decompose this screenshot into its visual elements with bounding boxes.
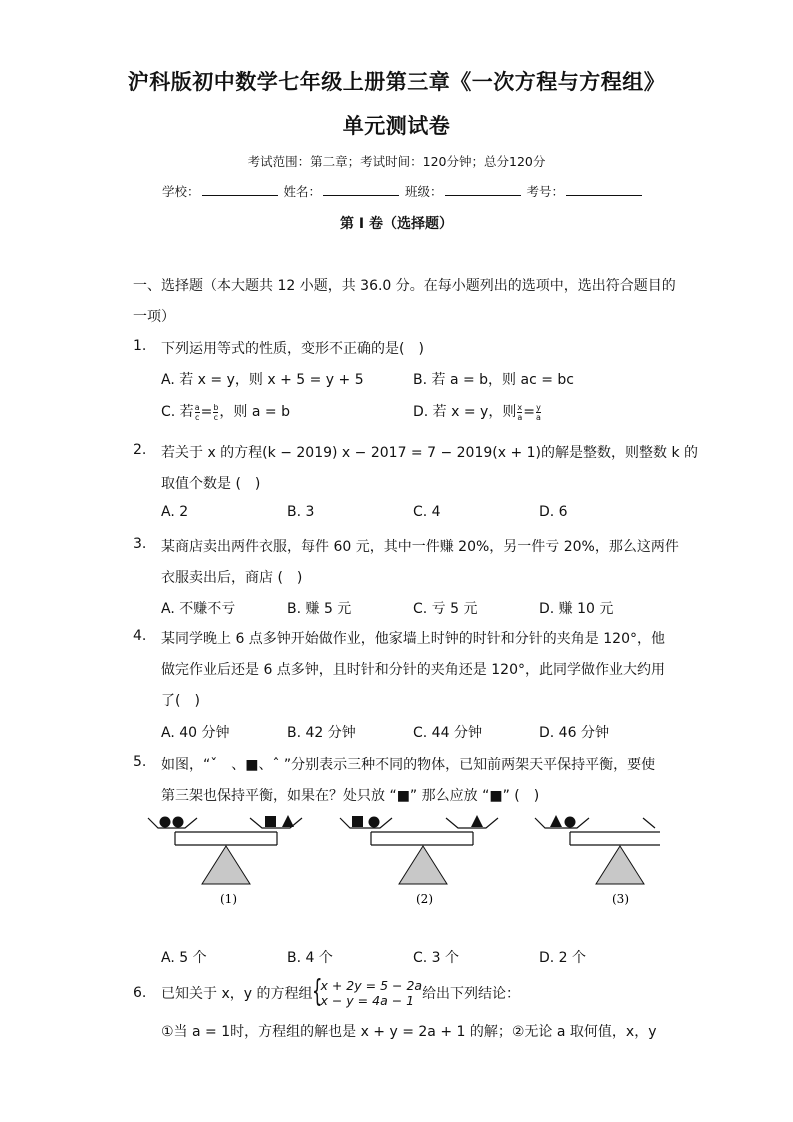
option-d[interactable]: D. 46 分钟 xyxy=(539,725,609,741)
question-stem-cont: 第三架也保持平衡，如果在？处只放 “■” 那么应放 “■” ( ) xyxy=(161,788,540,804)
question-stem-cont: ①当 a = 1时，方程组的解也是 x + y = 2a + 1 的解；②无论 a 取何值，x，y xyxy=(161,1024,657,1040)
option-c[interactable]: C. 3 个 xyxy=(413,950,460,966)
figure-label: (2) xyxy=(416,892,433,906)
balance-3 xyxy=(535,815,660,906)
option-d[interactable] xyxy=(413,401,542,422)
fulcrum-triangle xyxy=(202,846,250,884)
option-b[interactable]: B. 4 个 xyxy=(287,950,333,966)
option-b[interactable]: B. 42 分钟 xyxy=(287,725,356,741)
page-title: 沪科版初中数学七年级上册第三章《一次方程与方程组》 xyxy=(127,69,666,94)
part-heading-cont: 一项） xyxy=(133,309,175,325)
option-a[interactable]: A. 若 x = y，则 x + 5 = y + 5 xyxy=(161,372,364,388)
option-a[interactable]: A. 5 个 xyxy=(161,950,207,966)
question-number: 5. xyxy=(133,754,147,770)
question-number: 2. xyxy=(133,442,147,458)
triangle-object xyxy=(471,815,483,827)
question-number: 6. xyxy=(133,985,147,1001)
question-stem: 下列运用等式的性质，变形不正确的是( ) xyxy=(161,341,424,357)
fraction-den: c xyxy=(213,412,219,422)
name-label: 姓名： xyxy=(283,184,322,199)
fraction-den: a xyxy=(535,412,541,422)
school-blank[interactable] xyxy=(202,183,278,196)
page-subtitle: 单元测试卷 xyxy=(342,113,451,138)
equation-system xyxy=(312,974,423,1009)
class-blank[interactable] xyxy=(445,183,521,196)
exam-no-label: 考号： xyxy=(526,184,565,199)
circle-object xyxy=(160,817,171,828)
question-stem: 某商店卖出两件衣服，每件 60 元，其中一件赚 20%，另一件亏 20%，那么这两件 xyxy=(161,539,679,555)
square-object xyxy=(352,816,363,827)
question-stem-prefix: 已知关于 x，y 的方程组 xyxy=(161,986,313,1002)
option-d[interactable]: D. 2 个 xyxy=(539,950,587,966)
balance-figure xyxy=(140,810,660,910)
pan-left xyxy=(340,818,392,828)
option-b[interactable]: B. 3 xyxy=(287,504,315,520)
question-stem: 若关于 x 的方程(k − 2019) x − 2017 = 7 − 2019(x + 1)的解是整数，则整数 k 的 xyxy=(161,445,699,461)
exam-info: 考试范围：第二章；考试时间：120分钟；总分120分 xyxy=(247,154,546,169)
left-brace-icon: { xyxy=(312,974,323,1009)
option-c[interactable]: C. 亏 5 元 xyxy=(413,601,478,617)
question-stem-cont: 了( ) xyxy=(161,693,200,709)
balance-1 xyxy=(148,815,302,906)
fraction xyxy=(213,403,218,422)
question-number: 3. xyxy=(133,536,147,552)
option-c[interactable]: C. 4 xyxy=(413,504,441,520)
fulcrum-triangle xyxy=(596,846,644,884)
option-b[interactable]: B. 赚 5 元 xyxy=(287,601,352,617)
fraction xyxy=(517,403,522,422)
question-stem-cont: 做完作业后还是 6 点多钟，且时针和分针的夹角还是 120°，此同学做作业大约用 xyxy=(161,662,665,678)
balance-2 xyxy=(340,815,498,906)
fraction-den: c xyxy=(194,412,200,422)
fraction-num: y xyxy=(536,402,541,412)
class-label: 班级： xyxy=(405,184,443,199)
option-a[interactable]: A. 40 分钟 xyxy=(161,725,230,741)
option-c-prefix: C. 若 xyxy=(161,404,194,420)
system-line: x − y = 4a − 1 xyxy=(320,993,415,1008)
system-line: x + 2y = 5 − 2a xyxy=(320,978,423,993)
fraction-num: a xyxy=(194,402,200,412)
question-stem-suffix: 给出下列结论： xyxy=(422,986,521,1002)
fraction-num: b xyxy=(213,402,219,412)
name-blank[interactable] xyxy=(323,183,399,196)
fraction-den: a xyxy=(517,412,523,422)
circle-object xyxy=(173,817,184,828)
pan-right xyxy=(643,818,655,828)
option-a[interactable]: A. 不赚不亏 xyxy=(161,601,236,617)
fraction-num: x xyxy=(517,402,523,412)
circle-object xyxy=(565,817,576,828)
option-a[interactable]: A. 2 xyxy=(161,504,189,520)
question-stem-cont: 衣服卖出后，商店 ( ) xyxy=(161,570,303,586)
figure-label: (3) xyxy=(612,892,629,906)
option-c[interactable] xyxy=(161,401,290,422)
pan-left xyxy=(148,818,197,828)
equals-sign: = xyxy=(523,404,535,420)
fraction xyxy=(536,403,541,422)
part-heading: 一、选择题（本大题共 12 小题，共 36.0 分。在每小题列出的选项中，选出符合题目的 xyxy=(133,278,676,294)
question-stem xyxy=(161,974,521,1009)
option-d[interactable]: D. 6 xyxy=(539,504,568,520)
option-d[interactable]: D. 赚 10 元 xyxy=(539,601,614,617)
option-c[interactable]: C. 44 分钟 xyxy=(413,725,482,741)
section-title: 第 I 卷（选择题） xyxy=(340,216,453,232)
figure-label: (1) xyxy=(220,892,237,906)
question-stem-cont: 取值个数是 ( ) xyxy=(161,476,261,492)
square-object xyxy=(265,816,276,827)
circle-object xyxy=(369,817,380,828)
option-b[interactable]: B. 若 a = b，则 ac = bc xyxy=(413,372,574,388)
triangle-object xyxy=(550,815,562,827)
fulcrum-triangle xyxy=(399,846,447,884)
exam-no-blank[interactable] xyxy=(566,183,642,196)
info-fields-row xyxy=(162,182,644,200)
question-number: 1. xyxy=(133,338,147,354)
option-d-prefix: D. 若 x = y，则 xyxy=(413,404,517,420)
fraction xyxy=(195,403,200,422)
school-label: 学校： xyxy=(162,184,200,199)
triangle-object xyxy=(282,815,294,827)
pan-left xyxy=(535,818,589,828)
question-stem: 如图，“ˇ 、■、ˆ ”分别表示三种不同的物体，已知前两架天平保持平衡，要使 xyxy=(161,757,656,773)
option-c-suffix: ，则 a = b xyxy=(219,404,290,420)
question-number: 4. xyxy=(133,628,147,644)
equals-sign: = xyxy=(200,404,213,420)
question-stem: 某同学晚上 6 点多钟开始做作业，他家墙上时钟的时针和分针的夹角是 120°，他 xyxy=(161,631,665,647)
